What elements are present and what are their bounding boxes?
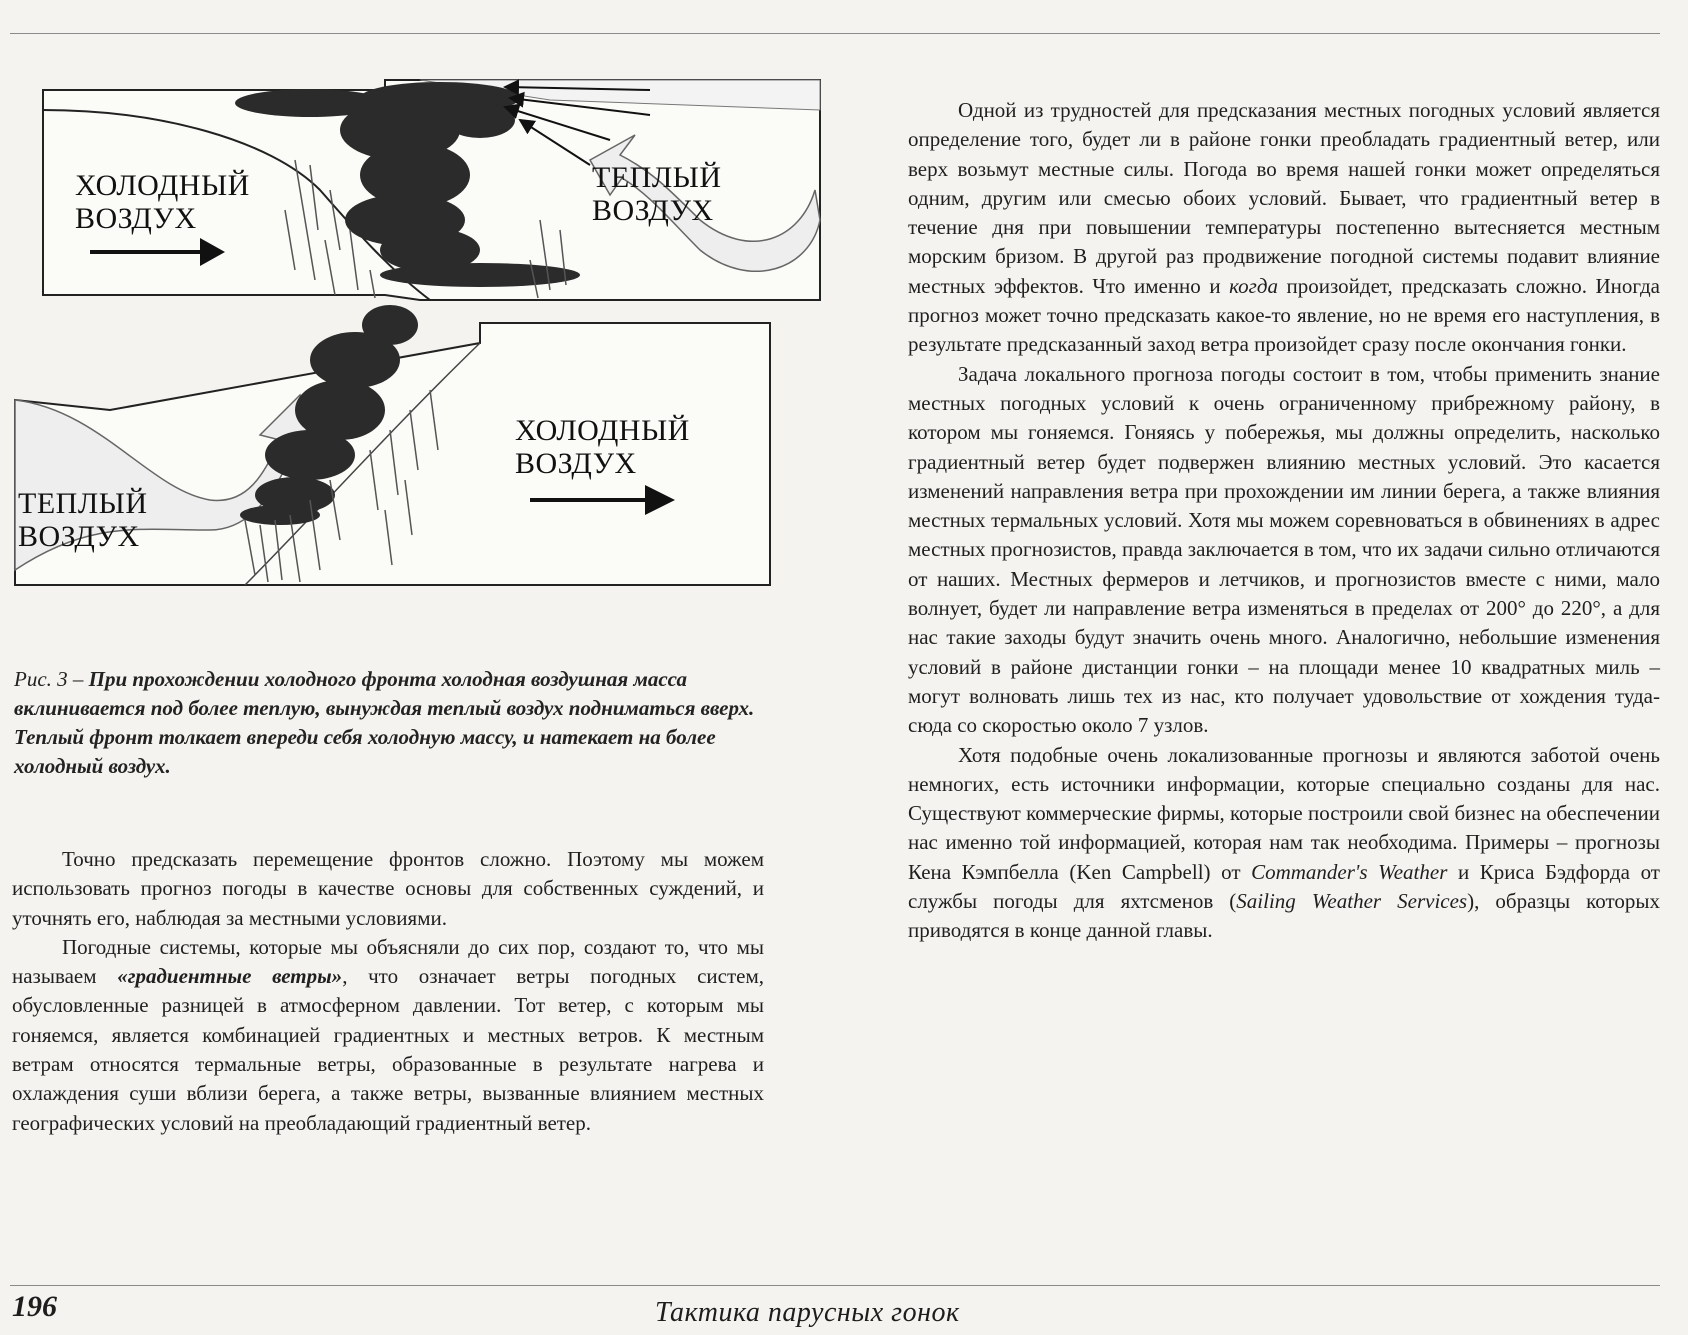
running-title: Тактика парусных гонок [655, 1297, 960, 1328]
gradient-winds-term: «градиентные ветры» [117, 964, 343, 989]
right-paragraph-3: Хотя подобные очень локализованные прогнозы и являются заботой очень немногих, есть источники информации, которые специально созданы для нас. Существуют коммерческие фирмы, которые построили свой бизнес на обеспечении нас именно той информацией, которая нам так необходима. Примеры – прогнозы Кена Кэмпбелла (Ken Campbell) от Commander's Weather и Криса Бэдфорда от службы погоды для яхтсменов (Sailing Weather Services), образцы которых приводятся в конце данной главы. [908, 742, 1660, 943]
right-paragraph-1: Одной из трудностей для предсказания местных погодных условий является определение того, будет ли в районе гонки преобладать градиентный ветер, или верх возьмут местные силы. Погода во время нашей гонки может определяться одним, другим или смесью обоих условий. Бывает, что градиентный ветер в течение дня при повышении температуры постепенно вытесняется местным морским бризом. В другой раз продвижение погодной системы подавит влияние местных эффектов. Что именно и когда произойдет, предсказать сложно. Иногда прогноз может точно предсказать какое-то явление, но не время его наступления, в результате предсказанный заход ветра произойдет сразу после окончания гонки. [908, 98, 1660, 357]
svg-text:ВОЗДУХ: ВОЗДУХ [515, 447, 637, 480]
left-paragraph-2: Погодные системы, которые мы объясняли до сих пор, создают то, что мы называем «градиентные ветры», что означает ветры погодных систем, обусловленные разницей в атмосферном давлении. Тот ветер, с которым мы гоняемся, является комбинацией градиентных и местных ветров. К местным ветрам относятся термальные ветры, образованные в результате нагрева и охлаждения суши вблизи берега, а также ветры, вызванные влиянием местных географических условий на преобладающий градиентный ветер. [12, 934, 764, 1135]
svg-text:ВОЗДУХ: ВОЗДУХ [18, 520, 140, 553]
left-column [12, 845, 764, 1138]
cold-front-figure [10, 70, 840, 640]
bottom-rule [10, 1285, 1660, 1286]
bottom-panel [15, 305, 770, 585]
svg-text:ТЕПЛЫЙ: ТЕПЛЫЙ [18, 487, 148, 520]
svg-text:ВОЗДУХ: ВОЗДУХ [75, 202, 197, 235]
left-paragraph-1: Точно предсказать перемещение фронтов сложно. Поэтому мы можем использовать прогноз погоды в качестве основы для собственных суждений, и уточнять его, наблюдая за местными условиями. [12, 847, 764, 930]
svg-text:ТЕПЛЫЙ: ТЕПЛЫЙ [592, 161, 722, 194]
top-rule [10, 33, 1660, 34]
figure-caption [14, 665, 774, 781]
figure-number: Рис. 3 – [14, 667, 84, 691]
front-diagram [10, 70, 840, 640]
right-column [908, 96, 1660, 946]
svg-text:ХОЛОДНЫЙ: ХОЛОДНЫЙ [75, 169, 250, 202]
right-paragraph-2: Задача локального прогноза погоды состоит в том, чтобы применить знание местных погодных условий к очень ограниченному прибрежному району, в котором мы гоняемся. Гоняясь у побережья, мы должны определить, насколько градиентный ветер будет подвержен влиянию местных условий. Это касается изменений направления ветра при прохождении им линии берега, а также влияния местных термальных условий. Хотя мы можем соревноваться в обвинениях в адрес местных прогнозистов, правда заключается в том, что их задачи сильно отличаются от наших. Местных фермеров и летчиков, и прогнозистов вместе с ними, мало волнует, будет ли направление ветра изменяться в пределах от 200° до 220°, а для нас такие заходы будут значить очень много. Аналогично, небольшие изменения условий в районе дистанции гонки – на площади менее 10 квадратных миль – могут волновать лишь тех из нас, кто получает удовольствие от хождения туда-сюда со скоростью около 7 узлов. [908, 361, 1660, 738]
page-number: 196 [12, 1290, 57, 1323]
top-panel [43, 80, 820, 300]
svg-text:ВОЗДУХ: ВОЗДУХ [592, 194, 714, 227]
caption-text: При прохождении холодного фронта холодная воздушная масса вклинивается под более теплую, вынуждая теплый воздух подниматься вверх. Теплый фронт толкает впереди себя холодную массу, и натекает на более холодный воздух. [14, 667, 755, 778]
svg-text:ХОЛОДНЫЙ: ХОЛОДНЫЙ [515, 414, 690, 447]
